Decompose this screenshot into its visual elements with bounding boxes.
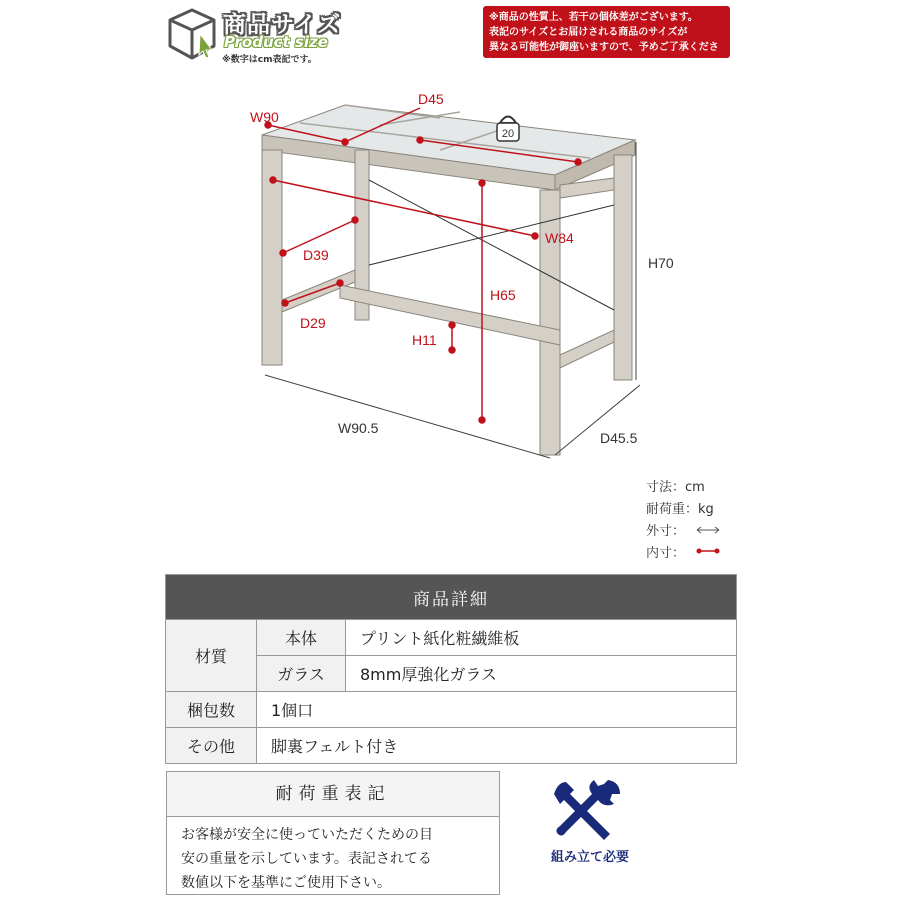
body-label: 本体 xyxy=(257,620,346,656)
legend-outer: 外寸： xyxy=(646,524,686,539)
dim-d29: D29 xyxy=(300,315,326,331)
outer-arrow-icon xyxy=(696,526,720,534)
dim-w84: W84 xyxy=(545,230,574,246)
legend-inner: 内寸： xyxy=(646,546,686,561)
spec-table xyxy=(165,574,737,764)
page-title: 商品サイズ xyxy=(223,12,342,38)
dim-w90-5: W90.5 xyxy=(338,420,379,436)
other-value: 脚裏フェルト付き xyxy=(257,728,737,764)
dim-h65: H65 xyxy=(490,287,516,303)
material-label: 材質 xyxy=(166,620,257,692)
body-value: プリント紙化粧繊維板 xyxy=(346,620,737,656)
dim-d39: D39 xyxy=(303,247,329,263)
glass-label: ガラス xyxy=(257,656,346,692)
glass-value: 8mm厚強化ガラス xyxy=(346,656,737,692)
inner-line-icon xyxy=(696,547,720,555)
other-label: その他 xyxy=(166,728,257,764)
weight-icon xyxy=(497,117,519,142)
dim-d45: D45 xyxy=(418,91,444,107)
legend-unit: 寸法：cm xyxy=(646,480,705,495)
unit-note: ※数字はcm表記です。 xyxy=(222,55,317,65)
dim-h11: H11 xyxy=(412,332,437,348)
pack-label: 梱包数 xyxy=(166,692,257,728)
load-value: 20 xyxy=(501,128,515,140)
notice-line: 表記のサイズとお届けされる商品のサイズが xyxy=(489,27,688,38)
load-notice-box xyxy=(166,771,500,895)
load-notice-title: 耐荷重表記 xyxy=(167,772,499,817)
legend-load: 耐荷重：kg xyxy=(646,502,714,517)
pack-value: 1個口 xyxy=(257,692,737,728)
notice-line: ※商品の性質上、若干の個体差がございます。 xyxy=(489,12,698,23)
dim-w90: W90 xyxy=(250,109,279,125)
spec-title: 商品詳細 xyxy=(166,575,737,620)
dim-d45-5: D45.5 xyxy=(600,430,638,446)
load-notice-line: 安の重量を示しています。表記されてる xyxy=(181,851,432,867)
load-notice-line: お客様が安全に使っていただくための目 xyxy=(181,827,433,843)
assembly-label: 組み立て必要 xyxy=(550,850,629,865)
page-subtitle: Product size xyxy=(224,33,328,51)
dim-h70: H70 xyxy=(648,255,674,271)
wrench-screwdriver-icon xyxy=(552,778,624,842)
load-notice-line: 数値以下を基準にご使用下さい。 xyxy=(181,875,391,891)
notice-line: 異なる可能性が御座いますので、予めご了承ください。 xyxy=(489,42,719,68)
